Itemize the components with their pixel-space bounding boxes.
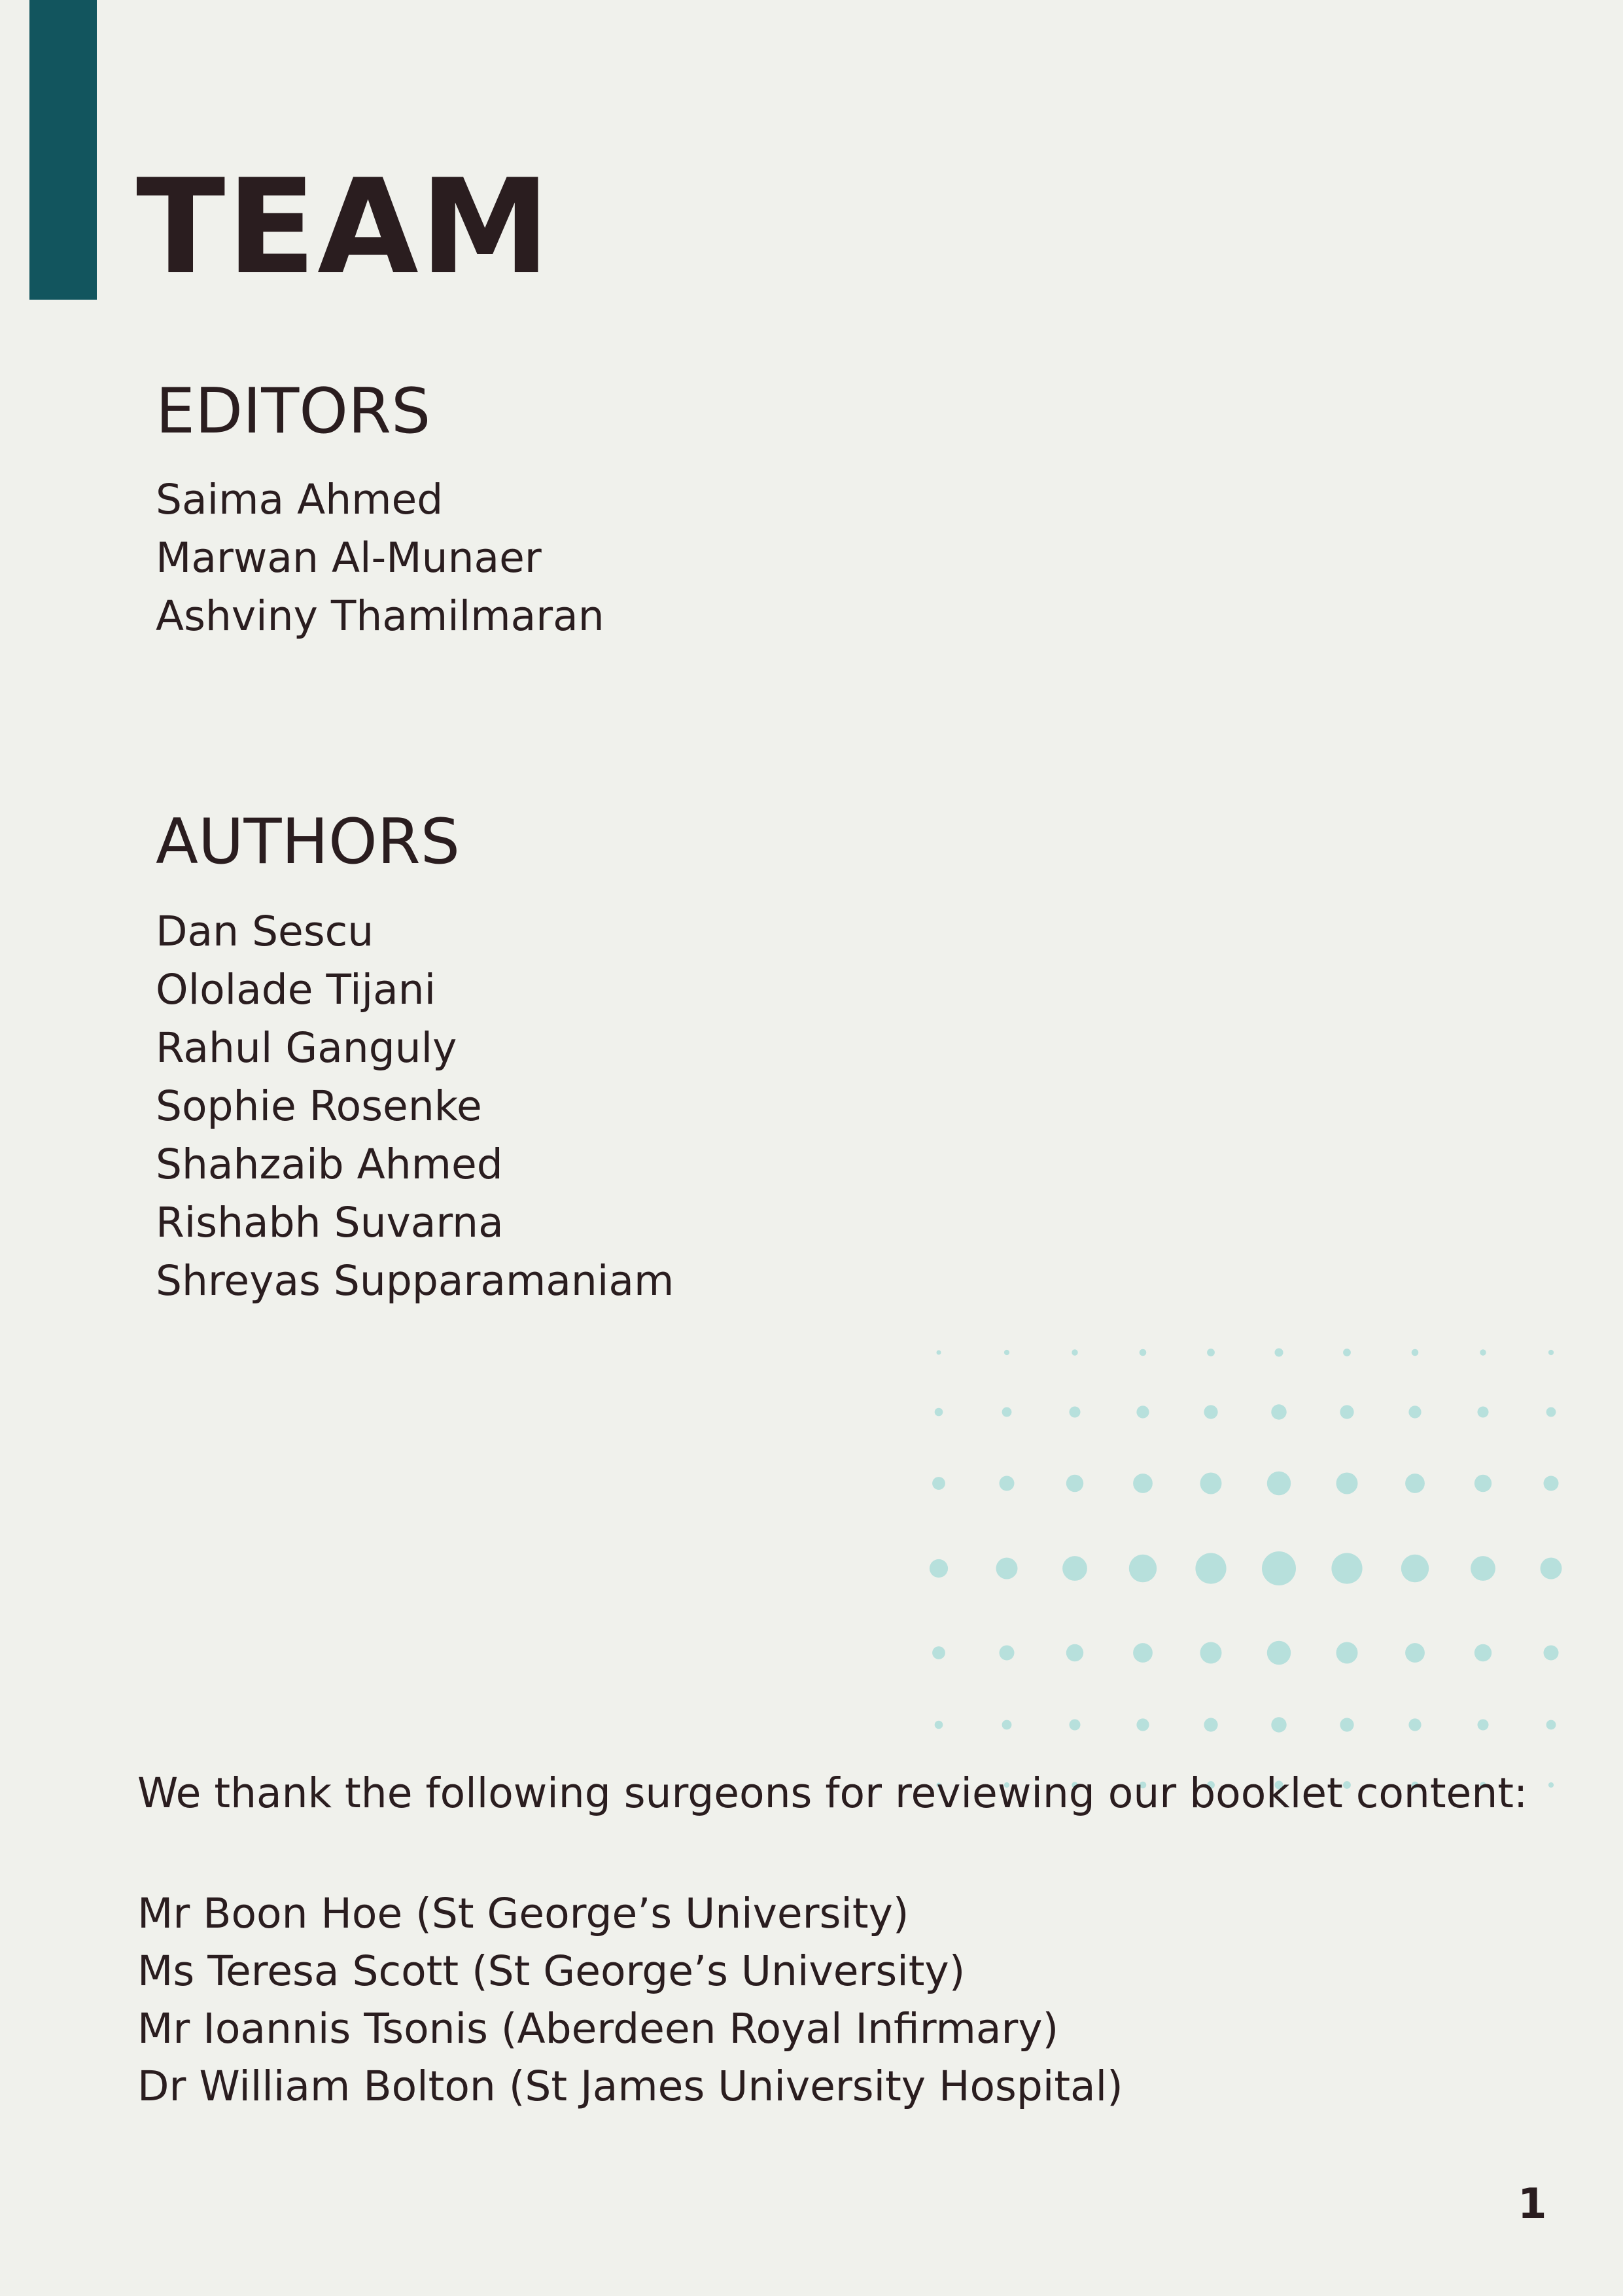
decorative-dot xyxy=(1133,1474,1153,1493)
decorative-dot xyxy=(1546,1407,1556,1417)
decorative-dot xyxy=(1066,1475,1083,1492)
decorative-dot xyxy=(1129,1555,1157,1582)
decorative-dot xyxy=(1405,1643,1425,1663)
decorative-dot xyxy=(996,1558,1018,1580)
decorative-dot xyxy=(1340,1405,1353,1419)
decorative-dot xyxy=(930,1559,948,1578)
decorative-dot xyxy=(1480,1349,1486,1355)
decorative-dot xyxy=(1271,1717,1286,1732)
author-name: Shreyas Supparamaniam xyxy=(156,1257,674,1305)
decorative-dot xyxy=(1133,1643,1153,1663)
authors-list xyxy=(156,902,674,1310)
decorative-dot xyxy=(1340,1718,1353,1731)
decorative-dot xyxy=(1002,1720,1012,1730)
page-number: 1 xyxy=(1518,2180,1547,2229)
decorative-dot xyxy=(1478,1407,1489,1418)
editors-list xyxy=(156,470,604,645)
decorative-dot xyxy=(1546,1720,1556,1730)
decorative-dot xyxy=(1412,1349,1419,1356)
decorative-dot xyxy=(1267,1641,1291,1665)
reviewer-item: Mr Boon Hoe (St George’s University) xyxy=(137,1890,909,1937)
decorative-dot xyxy=(1195,1553,1226,1583)
author-name: Sophie Rosenke xyxy=(156,1082,482,1130)
decorative-dot xyxy=(1200,1642,1222,1664)
decorative-dot-pattern xyxy=(916,1335,1609,1806)
decorative-dot xyxy=(1275,1349,1283,1357)
decorative-dot xyxy=(1475,1644,1492,1661)
decorative-dot xyxy=(1548,1350,1554,1355)
decorative-dot xyxy=(932,1477,945,1490)
decorative-dot xyxy=(932,1646,945,1659)
decorative-dot xyxy=(935,1408,943,1417)
author-name: Shahzaib Ahmed xyxy=(156,1140,503,1188)
decorative-dot xyxy=(1408,1405,1421,1418)
decorative-dot xyxy=(1336,1642,1358,1664)
decorative-dot xyxy=(1331,1553,1362,1583)
decorative-dot xyxy=(1136,1405,1149,1418)
reviewer-item: Dr William Bolton (St James University Hospital) xyxy=(137,2062,1123,2110)
decorative-dot xyxy=(1408,1718,1421,1731)
decorative-dot xyxy=(1267,1472,1291,1495)
decorative-dot xyxy=(1336,1473,1358,1494)
decorative-dot xyxy=(1544,1476,1559,1491)
editor-name: Ashviny Thamilmaran xyxy=(156,592,604,640)
decorative-dot xyxy=(1204,1405,1217,1419)
acknowledgement-text: We thank the following surgeons for reviewing our booklet content: xyxy=(137,1769,1528,1817)
decorative-dot xyxy=(1140,1349,1147,1356)
author-name: Dan Sescu xyxy=(156,908,374,955)
decorative-dot xyxy=(1478,1720,1489,1731)
reviewer-item: Mr Ioannis Tsonis (Aberdeen Royal Infirmary) xyxy=(137,2005,1059,2053)
decorative-dot xyxy=(1070,1720,1081,1731)
decorative-dot xyxy=(1343,1349,1351,1356)
decorative-dot xyxy=(1207,1349,1215,1356)
decorative-dot xyxy=(1072,1349,1077,1355)
authors-heading: AUTHORS xyxy=(156,806,461,878)
decorative-dot xyxy=(1471,1556,1495,1581)
decorative-dot xyxy=(937,1351,941,1355)
reviewer-item: Ms Teresa Scott (St George’s University) xyxy=(137,1947,966,1995)
decorative-dot xyxy=(1548,1782,1554,1788)
decorative-dot xyxy=(1544,1646,1559,1661)
editor-name: Saima Ahmed xyxy=(156,476,444,523)
decorative-dot xyxy=(1002,1407,1012,1417)
author-name: Rishabh Suvarna xyxy=(156,1199,504,1246)
decorative-dot xyxy=(1066,1644,1083,1661)
author-name: Rahul Ganguly xyxy=(156,1024,457,1072)
decorative-dot xyxy=(1004,1350,1009,1355)
decorative-dot xyxy=(1200,1473,1222,1494)
decorative-dot xyxy=(1204,1718,1217,1731)
accent-bar xyxy=(29,0,97,300)
decorative-dot xyxy=(1000,1646,1015,1661)
decorative-dot xyxy=(1062,1556,1087,1581)
decorative-dot xyxy=(1262,1551,1296,1585)
decorative-dot xyxy=(1475,1475,1492,1492)
decorative-dot xyxy=(935,1721,943,1729)
decorative-dot xyxy=(1541,1558,1562,1580)
decorative-dot xyxy=(1136,1718,1149,1731)
reviewers-list xyxy=(137,1885,1123,2115)
decorative-dot xyxy=(1271,1404,1286,1419)
decorative-dot xyxy=(1070,1407,1081,1418)
page-title: TEAM xyxy=(136,151,551,304)
author-name: Ololade Tijani xyxy=(156,966,436,1014)
decorative-dot xyxy=(1000,1476,1015,1491)
editor-name: Marwan Al-Munaer xyxy=(156,534,542,582)
decorative-dot xyxy=(1405,1474,1425,1493)
decorative-dot xyxy=(1401,1555,1429,1582)
editors-heading: EDITORS xyxy=(156,376,431,448)
